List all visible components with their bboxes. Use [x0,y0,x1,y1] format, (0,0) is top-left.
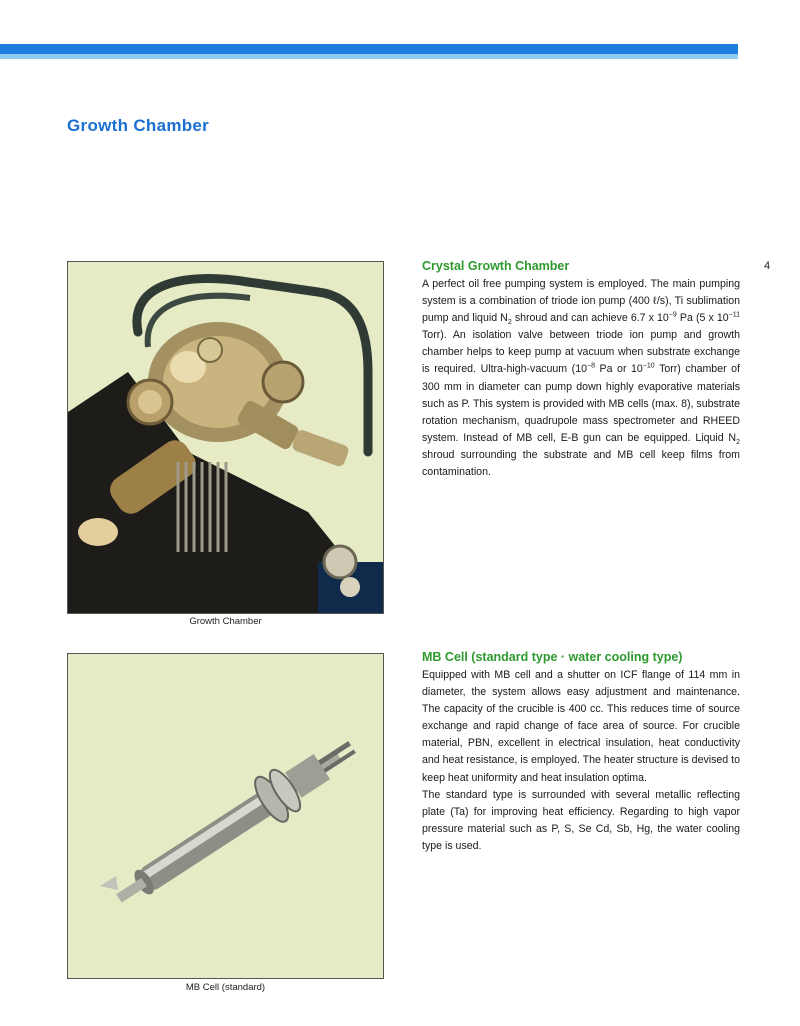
superscript: −8 [587,362,595,370]
superscript: −10 [642,362,655,370]
superscript: −11 [728,311,740,319]
figure-caption: MB Cell (standard) [185,982,266,993]
growth-chamber-photo [67,261,384,614]
section-paragraph: Equipped with MB cell and a shutter on ICF flange of 114 mm in diameter, the system allows easy adjustment and maintenance. The capacity of the crucible is 400 cc. This reduces time of source exchange and rapid change of face area of source. For crucible material, PBN, excellent in electrical insulation, heat conductivity and heat resistance, is employed. The heater structure is devised to keep heat uniformity and heat insulation optima. [422,669,740,784]
subscript: 2 [507,319,512,327]
text-run: Torr) chamber of 300 mm in diameter can pump down highly evaporative materials such as P. This system is provided with MB cells (max. 8), substrate rotation mechanism, quadrupole mass spectrometer and RHEED system. Instead of MB cell, E-B gun can be equipped. Liquid N [422,363,741,444]
header-stripe [0,44,738,54]
page-number: 4 [764,260,771,272]
figure-caption: Growth Chamber [189,616,262,627]
text-run: A perfect oil free pumping system is employed. The main pumping system is a combination of triode ion pump (400 ℓ/s), Ti sublimation pump and liquid N [422,278,740,325]
text-run: shroud surrounding the substrate and MB cell keep films from contamination. [422,448,740,479]
section-body [422,276,740,481]
section-paragraph [422,276,740,481]
page-title: Growth Chamber [67,116,210,135]
mb-cell-photo [67,653,384,979]
section-heading: Crystal Growth Chamber [422,259,570,273]
superscript: −9 [668,311,677,319]
text-run: Torr). An isolation valve between triode ion pump and growth chamber helps to keep pump at vacuum when substrate exchange is required. Ultra-high-vacuum (10 [422,329,740,376]
section-body [422,667,740,855]
header-stripe-light [0,54,738,59]
text-run: Pa (5 x 10 [676,312,729,325]
section-heading: MB Cell (standard type · water cooling type) [422,650,683,664]
text-run: Pa or 10 [594,363,643,376]
subscript: 2 [736,438,740,446]
section-paragraph: The standard type is surrounded with several metallic reflecting plate (Ta) for improving heat efficiency. Regarding to high vapor pressure material such as P, S, Se Cd, Sb, Hg, the water cooling type is used. [422,788,740,852]
text-run: shroud and can achieve 6.7 x 10 [511,312,669,325]
